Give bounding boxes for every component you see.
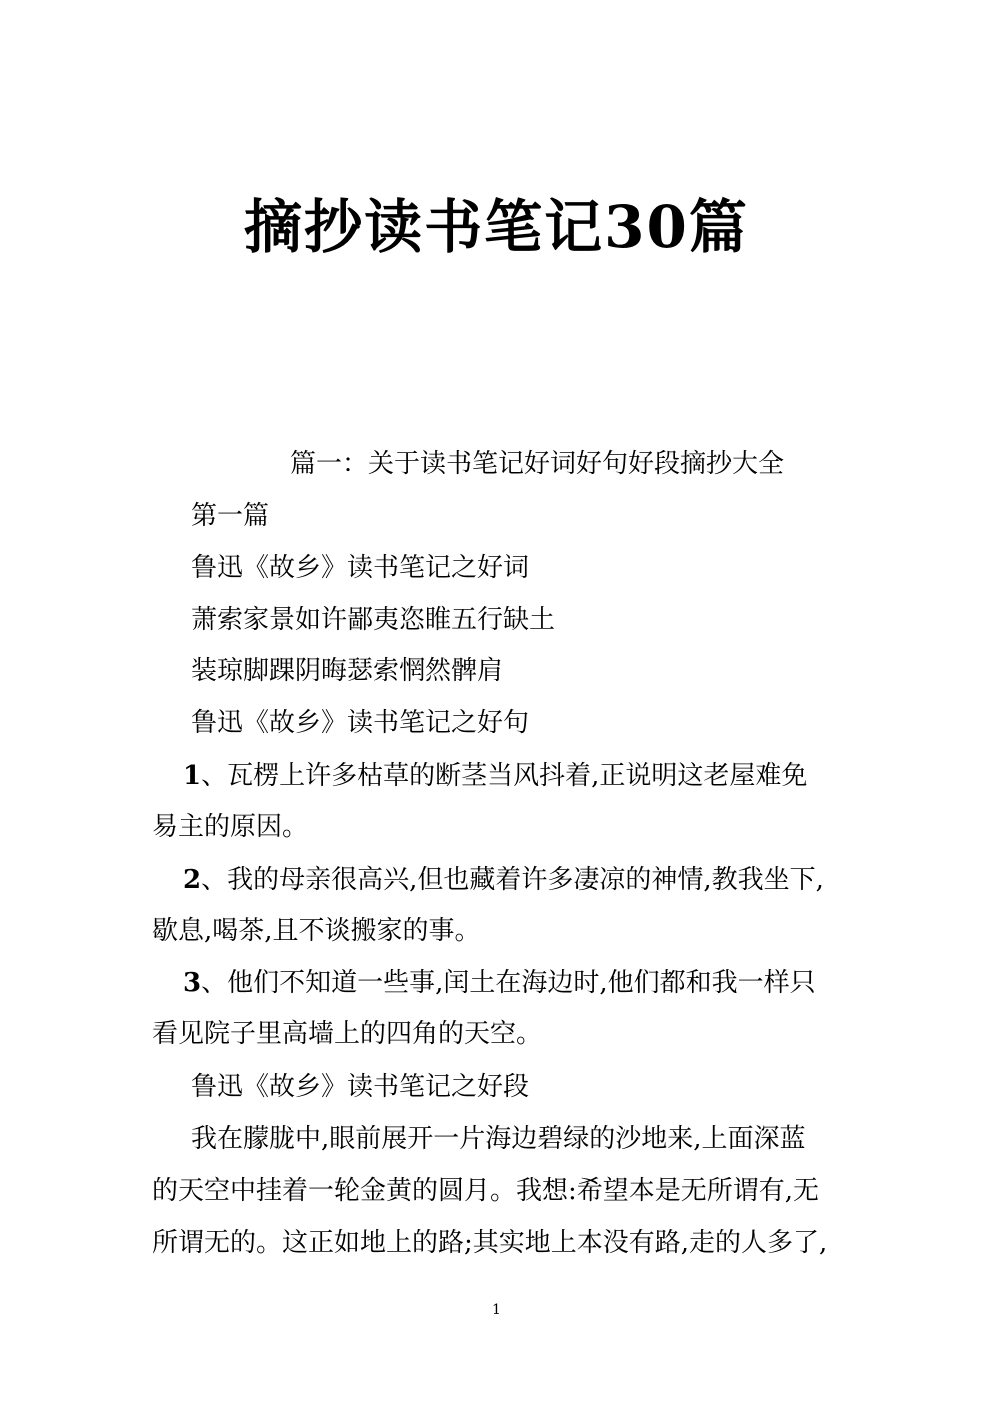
sentence-text: 、瓦楞上许多枯草的断茎当风抖着,正说明这老屋难免 [201, 761, 808, 791]
paragraph-line: 我在朦胧中,眼前展开一片海边碧绿的沙地来,上面深蓝 [191, 1124, 806, 1154]
text-line: 鲁迅《故乡》读书笔记之好句 [191, 708, 530, 738]
sentence-line [183, 759, 807, 793]
paragraph-heading: 鲁迅《故乡》读书笔记之好段 [191, 1072, 530, 1102]
sentence-text: 、我的母亲很高兴,但也藏着许多凄凉的神情,教我坐下, [201, 865, 824, 895]
sentence-text: 、他们不知道一些事,闰土在海边时,他们都和我一样只 [201, 968, 816, 998]
sentence-line: 易主的原因。 [152, 812, 309, 842]
text-line: 鲁迅《故乡》读书笔记之好词 [191, 553, 530, 583]
document-title: 摘抄读书笔记30篇 [244, 193, 749, 261]
text-line: 装琼脚踝阴晦瑟索惘然髀肩 [191, 656, 504, 686]
sentence-line: 看见院子里高墙上的四角的天空。 [152, 1019, 543, 1049]
section-heading: 篇一：关于读书笔记好词好句好段摘抄大全 [290, 449, 785, 479]
text-line: 萧索家景如许鄙夷恣睢五行缺土 [191, 605, 556, 635]
sentence-line [183, 966, 816, 1000]
sentence-number: 1 [183, 761, 202, 791]
text-line: 第一篇 [191, 501, 270, 531]
paragraph-line: 所谓无的。这正如地上的路;其实地上本没有路,走的人多了, [152, 1228, 828, 1258]
page-number: 1 [492, 1302, 501, 1318]
sentence-line: 歇息,喝茶,且不谈搬家的事。 [152, 916, 481, 946]
sentence-line [183, 863, 824, 897]
paragraph-line: 的天空中挂着一轮金黄的圆月。我想:希望本是无所谓有,无 [152, 1176, 820, 1206]
sentence-number: 3 [183, 968, 202, 998]
sentence-number: 2 [183, 865, 202, 895]
